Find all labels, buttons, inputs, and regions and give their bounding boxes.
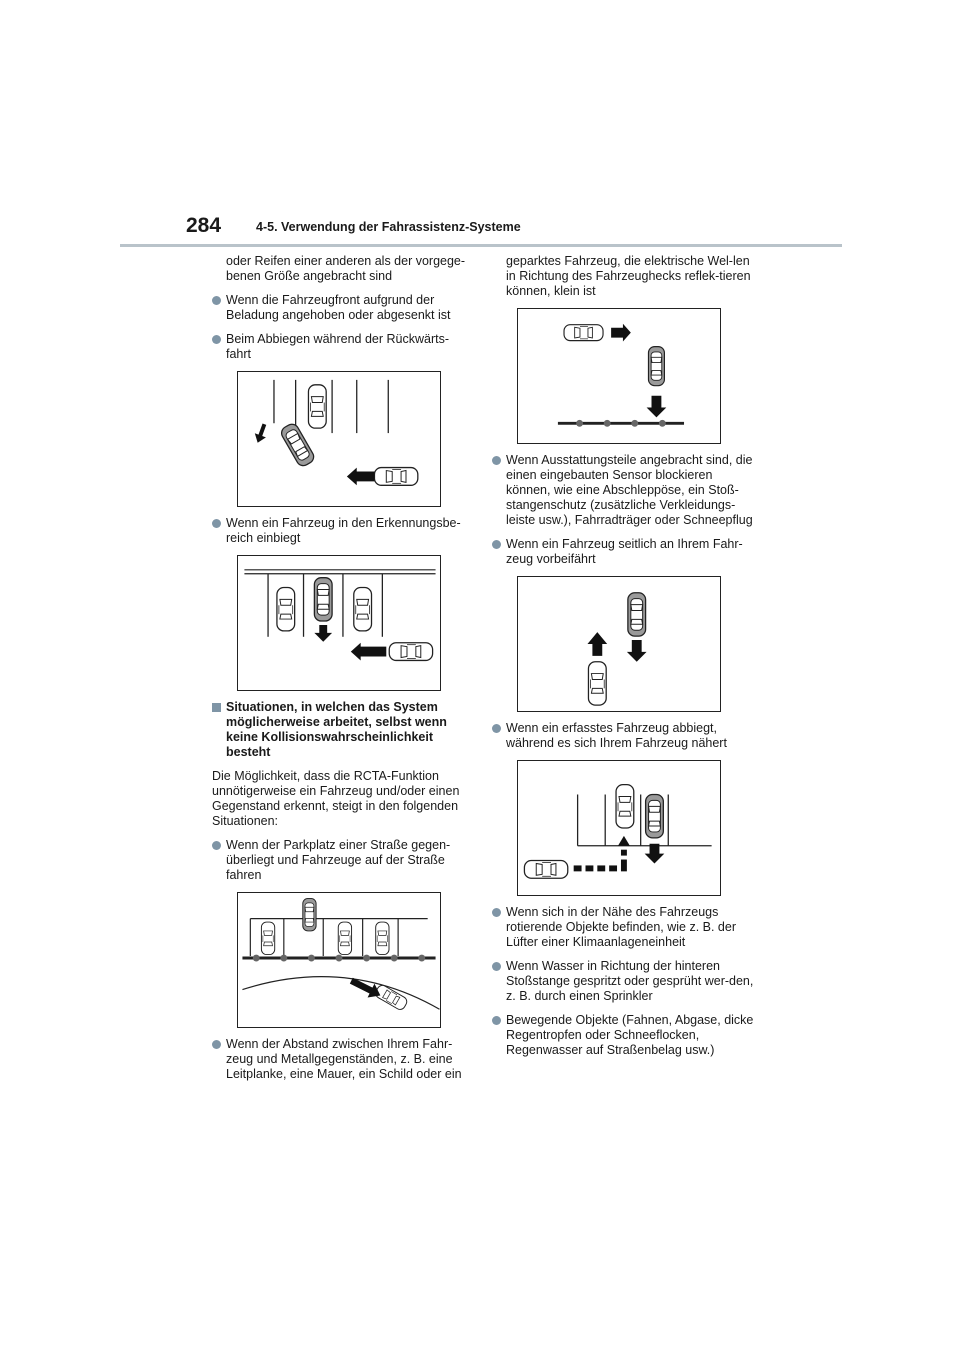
list-item-text: Wenn der Parkplatz einer Straße gegen-überliegt und Fahrzeuge auf der Straße fahren	[226, 838, 451, 882]
bullet-icon	[492, 456, 501, 465]
bullet-icon	[212, 1040, 221, 1049]
bullet-icon	[212, 335, 221, 344]
section-paragraph: Die Möglichkeit, dass die RCTA-Funktion unnötigerweise ein Fahrzeug und/oder einen Gegenstand erkennt, steigt in den folgenden Situationen:	[212, 769, 460, 828]
list-item	[212, 254, 474, 284]
reflection-diagram	[518, 309, 720, 443]
illustration-reflection	[517, 308, 721, 444]
list-item	[212, 516, 474, 546]
list-item-text: Wenn die Fahrzeugfront aufgrund der Beladung angehoben oder abgesenkt ist	[226, 293, 451, 322]
list-item	[492, 1013, 754, 1058]
list-item-text: Wenn der Abstand zwischen Ihrem Fahr-zeug und Metallgegenständen, z. B. eine Leitplanke, eine Mauer, ein Schild oder ein	[226, 1037, 462, 1081]
list-item-text: oder Reifen einer anderen als der vorgege-benen Größe angebracht sind	[226, 254, 466, 283]
list-item	[492, 537, 754, 567]
list-item	[492, 453, 754, 528]
bullet-icon	[212, 841, 221, 850]
turning-diagram	[518, 761, 720, 895]
bullet-icon	[212, 519, 221, 528]
list-item	[492, 721, 754, 751]
list-item-text: Wenn ein Fahrzeug seitlich an Ihrem Fahr-zeug vorbeifährt	[506, 537, 743, 566]
illustration-passing	[517, 576, 721, 712]
list-item-text: Wenn Ausstattungsteile angebracht sind, die einen eingebauten Sensor blockieren können, wie eine Abschleppöse, ein Stoß-stangenschutz (zusätzliche Verkleidungs-leiste usw.), Fahrradträger oder Schneepflug	[506, 453, 753, 527]
square-bullet-icon	[212, 703, 221, 712]
section-heading: Situationen, in welchen das System möglicherweise arbeitet, selbst wenn keine Kollisionswahrscheinlichkeit besteht	[226, 700, 447, 759]
list-item-text: Bewegende Objekte (Fahnen, Abgase, dicke Regentropfen oder Schneeflocken, Regenwasser auf Straßenbelag usw.)	[506, 1013, 754, 1057]
bullet-icon	[492, 908, 501, 917]
header-rule	[120, 244, 842, 247]
list-item-text: geparktes Fahrzeug, die elektrische Wel-len in Richtung des Fahrzeughecks reflek-tieren können, klein ist	[506, 254, 751, 298]
bullet-icon	[492, 724, 501, 733]
list-item	[212, 1037, 474, 1082]
bullet-icon	[492, 962, 501, 971]
bullet-icon	[492, 1016, 501, 1025]
illustration-vehicle-enters	[237, 555, 441, 691]
list-item-text: Wenn ein Fahrzeug in den Erkennungsbe-reich einbiegt	[226, 516, 461, 545]
reverse-turn-diagram	[238, 372, 440, 506]
right-column	[492, 254, 754, 1067]
illustration-street-opposite	[237, 892, 441, 1028]
bullet-icon	[212, 296, 221, 305]
section-heading-item	[212, 700, 474, 760]
left-column	[212, 254, 474, 1091]
illustration-turning	[517, 760, 721, 896]
list-item-text: Wenn sich in der Nähe des Fahrzeugs rotierende Objekte befinden, wie z. B. der Lüfter einer Klimaanlageneinheit	[506, 905, 736, 949]
list-item-text: Wenn ein erfasstes Fahrzeug abbiegt, während es sich Ihrem Fahrzeug nähert	[506, 721, 727, 750]
street-opposite-diagram	[238, 893, 440, 1027]
list-item	[212, 838, 474, 883]
list-item-text: Wenn Wasser in Richtung der hinteren Stoßstange gespritzt oder gesprüht wer-den, z. B. durch einen Sprinkler	[506, 959, 754, 1003]
bullet-icon	[492, 540, 501, 549]
illustration-reverse-turn	[237, 371, 441, 507]
list-item	[212, 332, 474, 362]
list-item	[492, 959, 754, 1004]
list-item	[492, 254, 754, 299]
list-item	[212, 293, 474, 323]
vehicle-enters-diagram	[238, 556, 440, 690]
list-item	[492, 905, 754, 950]
list-item-text: Beim Abbiegen während der Rückwärts-fahrt	[226, 332, 450, 361]
passing-diagram	[518, 577, 720, 711]
chapter-title: 4-5. Verwendung der Fahrassistenz-Systeme	[256, 220, 521, 234]
page-number: 284	[186, 214, 222, 237]
